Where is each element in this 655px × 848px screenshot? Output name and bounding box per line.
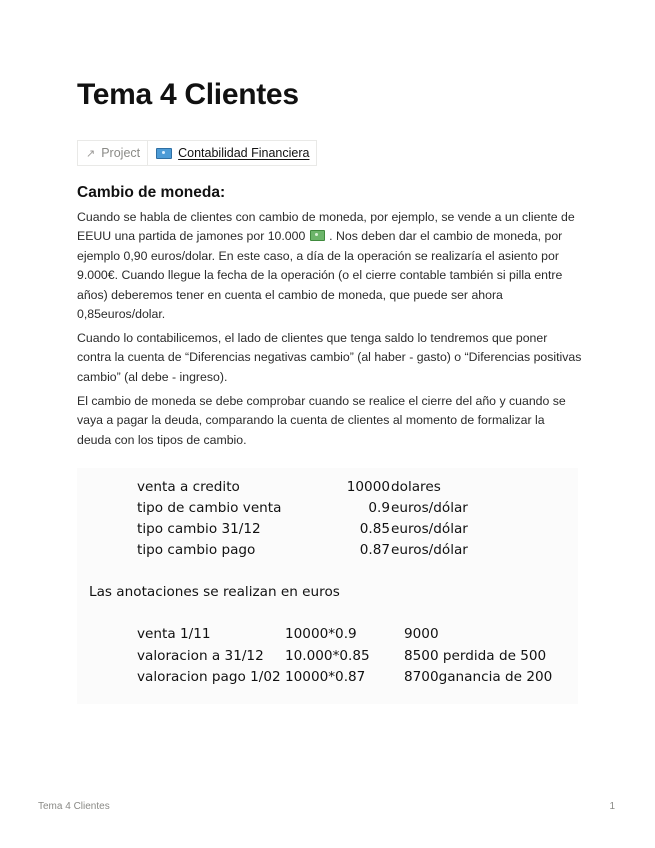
paragraph-1-text-b: . Nos deben dar el cambio de moneda, por ejemplo 0,90 euros/dolar. En este caso, a día de la operación se realizaría el asiento por 9.000€. Cuando llegue la fecha de la operación (o el cierre contable también si pilla entre años) deberemos tener en cuenta el cambio de moneda, que puede ser ahora 0,85euros/dolar. (77, 229, 563, 322)
section-heading: Cambio de moneda: (77, 184, 226, 201)
relation-arrow-icon: ↗ (86, 147, 96, 160)
money-icon (156, 148, 172, 159)
sheet-value: 0.87 (359, 542, 390, 558)
sheet-label: venta a credito (137, 479, 240, 495)
project-link[interactable]: Contabilidad Financiera (178, 146, 310, 160)
sheet-entry-label: valoracion pago 1/02 (137, 669, 281, 685)
page-title: Tema 4 Clientes (77, 78, 299, 111)
sheet-entry-formula: 10000*0.87 (285, 669, 366, 685)
sheet-entry-formula: 10000*0.9 (285, 626, 357, 642)
sheet-entry-result: 9000 (404, 626, 439, 642)
sheet-label: tipo cambio pago (137, 542, 256, 558)
sheet-label: tipo de cambio venta (137, 500, 282, 516)
property-label-text: Project (101, 146, 141, 160)
sheet-entry-result: 8500 perdida de 500 (404, 648, 547, 664)
sheet-value: 10000 (346, 479, 390, 495)
property-value[interactable] (148, 141, 316, 165)
property-row (77, 140, 317, 166)
sheet-note: Las anotaciones se realizan en euros (89, 584, 340, 600)
paragraph-3: El cambio de moneda se debe comprobar cuando se realice el cierre del año y cuando se vaya a pagar la deuda, comparando la cuenta de clientes al momento de formalizar la deuda con los tipos de cambio. (77, 394, 566, 447)
sheet-entry-formula: 10.000*0.85 (285, 648, 370, 664)
sheet-unit: euros/dólar (391, 542, 468, 558)
sheet-value: 0.85 (359, 521, 390, 537)
sheet-unit: dolares (391, 479, 441, 495)
sheet-entry-label: venta 1/11 (137, 626, 211, 642)
property-label (78, 141, 148, 165)
sheet-unit: euros/dólar (391, 521, 468, 537)
sheet-entry-result: 8700ganancia de 200 (404, 669, 553, 685)
sheet-value: 0.9 (368, 500, 390, 516)
footer-page-number: 1 (609, 801, 615, 812)
dollar-banknote-icon (310, 230, 325, 241)
sheet-label: tipo cambio 31/12 (137, 521, 261, 537)
spreadsheet-image (77, 468, 578, 704)
footer-title: Tema 4 Clientes (38, 801, 110, 812)
sheet-unit: euros/dólar (391, 500, 468, 516)
paragraph-1-text-a: Cuando se habla de clientes con cambio de moneda, por ejemplo, se vende a un cliente de EEUU una partida de jamones por 10.000 (77, 210, 575, 244)
sheet-entry-label: valoracion a 31/12 (137, 648, 264, 664)
paragraph-1 (77, 208, 582, 324)
paragraph-2: Cuando lo contabilicemos, el lado de clientes que tenga saldo lo tendremos que poner contra la cuenta de “Diferencias negativas cambio” (al haber - gasto) o “Diferencias positivas cambio” (al debe - ingreso). (77, 331, 582, 384)
